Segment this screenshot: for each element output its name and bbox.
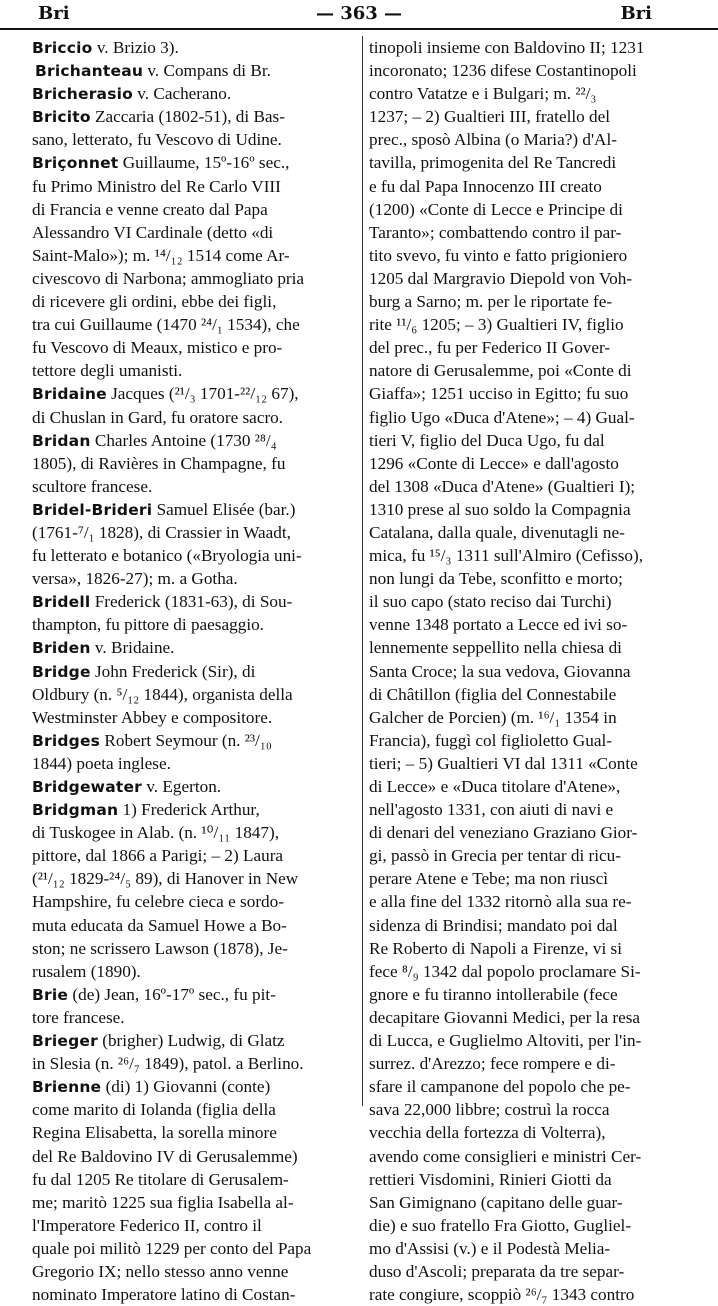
entry-line	[32, 544, 360, 567]
header-right-guide-word: Bri	[620, 3, 652, 24]
entry-text: ston; ne scrissero Lawson (1878), Je-	[32, 938, 288, 958]
entry-line: tavilla, primogenita del Re Tancredi	[369, 153, 617, 173]
entry-line	[32, 1006, 360, 1029]
headword: Bridell	[32, 593, 91, 612]
entry-line	[32, 798, 360, 821]
entry-text: tra cui Guillaume (1470 ²⁴/₁ 1534), che	[32, 315, 300, 335]
entry-line: Francia), fuggì col figlioletto Gual-	[369, 730, 612, 750]
entry-line	[32, 36, 360, 59]
dictionary-entry	[32, 1075, 360, 1306]
entry-line	[32, 867, 360, 890]
entry-line	[32, 1168, 360, 1191]
entry-text: fu Vescovo di Meaux, mistico e pro-	[32, 338, 283, 358]
entry-line	[32, 590, 360, 613]
entry-text: civescovo di Narbona; ammogliato pria	[32, 268, 305, 288]
entry-line: 1310 prese al suo soldo la Compagnia	[369, 499, 631, 519]
dictionary-entry	[32, 1029, 360, 1075]
entry-text: v. Cacherano.	[133, 84, 232, 104]
entry-line: 1237; – 2) Gualtieri III, fratello del	[369, 107, 611, 127]
headword: Brie	[32, 985, 69, 1004]
entry-line: incoronato; 1236 difese Costantinopoli	[369, 61, 637, 81]
entry-text: Robert Seymour (n. ²³/₁₀	[100, 730, 272, 750]
headword: Bridaine	[32, 385, 107, 404]
entry-line: 1296 «Conte di Lecce» e dall'agosto	[369, 453, 619, 473]
entry-line: e alla fine del 1332 ritornò alla sua re-	[369, 892, 632, 912]
entry-text: di ricevere gli ordini, ebbe dei figli,	[32, 292, 277, 312]
entry-line	[32, 1145, 360, 1168]
column-divider	[362, 36, 363, 1106]
dictionary-entry	[32, 36, 360, 59]
entry-text: (²¹/₁₂ 1829-²⁴/₅ 89), di Hanover in New	[32, 869, 299, 889]
entry-line	[32, 729, 360, 752]
entry-line	[32, 937, 360, 960]
header-left-guide-word: Bri	[38, 3, 70, 24]
dictionary-entry	[32, 59, 360, 82]
page-header	[0, 0, 718, 30]
headword: Bridgman	[32, 801, 119, 820]
entry-line	[32, 960, 360, 983]
entry-line: mica, fu ¹⁵/₃ 1311 sull'Almiro (Cefisso),	[369, 546, 644, 566]
entry-line	[32, 567, 360, 590]
entry-line: San Gimignano (capitano delle guar-	[369, 1192, 623, 1212]
entry-line	[32, 636, 360, 659]
entry-text: scultore francese.	[32, 476, 153, 496]
entry-line: surrez. d'Arezzo; fece rompere e di-	[369, 1054, 616, 1074]
entry-line	[32, 244, 360, 267]
dictionary-entry	[32, 82, 360, 105]
entry-text: Charles Antoine (1730 ²⁸/₄	[90, 430, 277, 450]
entry-text: Westminster Abbey e compositore.	[32, 707, 273, 727]
entry-line	[32, 660, 360, 683]
entry-line: venne 1348 portato a Lecce ed ivi so-	[369, 615, 628, 635]
headword: Bridgewater	[32, 778, 143, 796]
entry-line	[32, 890, 360, 913]
entry-line	[32, 151, 360, 174]
entry-line	[32, 498, 360, 521]
entry-line: decapitare Giovanni Medici, per la resa	[369, 1007, 641, 1027]
entry-text: (de) Jean, 16º-17º sec., fu pit-	[68, 984, 276, 1004]
entry-text: Alessandro VI Cardinale (detto «di	[32, 222, 274, 242]
entry-text: Hampshire, fu celebre cieca e sordo-	[32, 892, 284, 912]
entry-text: rusalem (1890).	[32, 961, 141, 981]
entry-text: tettore degli umanisti.	[32, 361, 183, 381]
entry-line: sfare il campanone del popolo che pe-	[369, 1077, 631, 1097]
entry-line: nell'agosto 1331, con aiuti di navi e	[369, 800, 614, 820]
entry-line: il suo capo (stato reciso dai Turchi)	[369, 592, 612, 612]
entry-text: 1) Frederick Arthur,	[118, 800, 260, 820]
left-column	[32, 36, 360, 1306]
entry-line	[32, 752, 360, 775]
entry-line	[32, 313, 360, 336]
headword: Brieger	[32, 1032, 98, 1051]
entry-line	[32, 198, 360, 221]
entry-line	[32, 1029, 360, 1052]
entry-text: fu letterato e botanico («Bryologia uni-	[32, 546, 302, 566]
entry-line	[32, 336, 360, 359]
entry-text: thampton, fu pittore di paesaggio.	[32, 615, 264, 635]
entry-line	[32, 105, 360, 128]
entry-line: Santa Croce; la sua vedova, Giovanna	[369, 661, 631, 681]
entry-text: di Chuslan in Gard, fu oratore sacro.	[32, 407, 284, 427]
dictionary-entry	[32, 429, 360, 498]
entry-line: fece ⁸/₉ 1342 dal popolo proclamare Si-	[369, 961, 641, 981]
entry-line: del 1308 «Duca d'Atene» (Gualtieri I);	[369, 476, 636, 496]
entry-text: (brigher) Ludwig, di Glatz	[97, 1031, 285, 1051]
entry-line: rettieri Visdomini, Rinieri Giotti da	[369, 1169, 612, 1189]
dictionary-entry	[32, 798, 360, 983]
entry-text: muta educata da Samuel Howe a Bo-	[32, 915, 287, 935]
entry-line	[32, 475, 360, 498]
dictionary-entry	[32, 636, 360, 659]
entry-line	[32, 775, 360, 798]
entry-line: die) e suo fratello Fra Giotto, Gugliel-	[369, 1215, 632, 1235]
entry-line	[32, 382, 360, 405]
headword: Bridges	[32, 731, 101, 750]
entry-line	[32, 429, 360, 452]
entry-text: 1844) poeta inglese.	[32, 753, 171, 773]
entry-line: Taranto»; combattendo contro il par-	[369, 222, 622, 242]
entry-line	[32, 1075, 360, 1098]
entry-text: me; maritò 1225 sua figlia Isabella al-	[32, 1192, 294, 1212]
entry-text: versa», 1826-27); m. a Gotha.	[32, 569, 238, 589]
entry-line: mo d'Assisi (v.) e il Podestà Melia-	[369, 1238, 611, 1258]
entry-text: 1805), di Ravières in Champagne, fu	[32, 453, 286, 473]
entry-line: sava 22,000 libbre; costruì la rocca	[369, 1100, 610, 1120]
entry-text: Zaccaria (1802-51), di Bas-	[90, 107, 285, 127]
entry-line: Catalana, dalla quale, divenutagli ne-	[369, 522, 625, 542]
headword: Bridel-Brideri	[32, 500, 153, 519]
entry-line: tinopoli insieme con Baldovino II; 1231	[369, 38, 645, 57]
entry-line	[32, 844, 360, 867]
entry-line: (1200) «Conte di Lecce e Principe di	[369, 199, 623, 219]
entry-line: rate congiure, scoppiò ²⁶/₇ 1343 contro	[369, 1285, 635, 1305]
entry-line: del prec., fu per Federico II Gover-	[369, 338, 611, 358]
dictionary-entry	[32, 729, 360, 775]
dictionary-entry	[32, 775, 360, 798]
entry-text: v. Bridaine.	[90, 638, 175, 658]
dictionary-entry	[32, 590, 360, 636]
headword: Bridan	[32, 431, 91, 450]
entry-line: perare Atene e Tebe; ma non riuscì	[369, 869, 609, 889]
entry-line	[32, 59, 360, 82]
page-number: — 363 —	[315, 3, 403, 24]
entry-line: 1205 dal Margravio Diepold von Voh-	[369, 268, 633, 288]
entry-text: pittore, dal 1866 a Parigi; – 2) Laura	[32, 846, 284, 866]
entry-text: tore francese.	[32, 1007, 125, 1027]
entry-line	[32, 1260, 360, 1283]
headword: Bricherasio	[32, 85, 133, 104]
entry-line	[32, 914, 360, 937]
entry-line: burg a Sarno; m. per le riportate fe-	[369, 292, 613, 312]
entry-line	[32, 983, 360, 1006]
dictionary-entry	[32, 498, 360, 590]
entry-line	[32, 1052, 360, 1075]
entry-text: Frederick (1831-63), di Sou-	[90, 592, 293, 612]
entry-line	[32, 1191, 360, 1214]
entry-line: di Châtillon (figlia del Connestabile	[369, 684, 617, 704]
entry-line	[32, 359, 360, 382]
entry-line	[32, 1214, 360, 1237]
entry-line	[32, 82, 360, 105]
entry-line	[32, 128, 360, 151]
entry-line: Giaffa»; 1251 ucciso in Egitto; fu suo	[369, 384, 629, 404]
headword: Brichanteau	[35, 62, 144, 81]
dictionary-entry	[32, 382, 360, 428]
dictionary-entry	[32, 983, 360, 1029]
entry-line: prec., sposò Albina (o Maria?) d'Al-	[369, 130, 617, 150]
entry-text: del Re Baldovino IV di Gerusalemme)	[32, 1146, 298, 1166]
entry-line	[32, 683, 360, 706]
dictionary-entry	[32, 660, 360, 729]
dictionary-entry	[32, 105, 360, 151]
headword: Briccio	[32, 39, 93, 57]
entry-line: gnore e fu tiranno intollerabile (fece	[369, 984, 618, 1004]
entry-text: Samuel Elisée (bar.)	[152, 499, 296, 519]
headword: Briden	[32, 639, 91, 658]
entry-text: di Tuskogee in Alab. (n. ¹⁰/₁₁ 1847),	[32, 823, 279, 843]
entry-text: Saint-Malo»); m. ¹⁴/₁₂ 1514 come Ar-	[32, 245, 290, 265]
entry-text: l'Imperatore Federico II, contro il	[32, 1215, 262, 1235]
entry-text: in Slesia (n. ²⁶/₇ 1849), patol. a Berlino.	[32, 1054, 304, 1074]
entry-text: v. Compans di Br.	[143, 61, 271, 81]
entry-line: natore di Gerusalemme, poi «Conte di	[369, 361, 632, 381]
entry-line	[32, 613, 360, 636]
entry-text: (1761-⁷/₁ 1828), di Crassier in Waadt,	[32, 522, 291, 542]
entry-text: Jacques (²¹/₃ 1701-²²/₁₂ 67),	[106, 384, 299, 404]
entry-line: Re Roberto di Napoli a Firenze, vi si	[369, 938, 622, 958]
entry-line: tieri V, figlio del Duca Ugo, fu dal	[369, 430, 605, 450]
entry-line	[32, 175, 360, 198]
entry-text: sano, letterato, fu Vescovo di Udine.	[32, 130, 282, 150]
entry-text: quale poi militò 1229 per conto del Papa	[32, 1238, 312, 1258]
entry-line	[32, 521, 360, 544]
entry-text: fu Primo Ministro del Re Carlo VIII	[32, 176, 281, 196]
entry-line	[32, 267, 360, 290]
entry-line: contro Vatatze e i Bulgari; m. ²²/₃	[369, 84, 597, 104]
entry-line: tito svevo, fu vinto e fatto prigioniero	[369, 245, 628, 265]
entry-text: Oldbury (n. ⁵/₁₂ 1844), organista della	[32, 684, 293, 704]
entry-line	[32, 821, 360, 844]
entry-line	[32, 1237, 360, 1260]
entry-line: avendo come consiglieri e ministri Cer-	[369, 1146, 642, 1166]
entry-line	[32, 706, 360, 729]
entry-line: figlio Ugo «Duca d'Atene»; – 4) Gual-	[369, 407, 635, 427]
entry-text: (di) 1) Giovanni (conte)	[101, 1077, 271, 1097]
entry-line: lennemente seppellito nella chiesa di	[369, 638, 622, 658]
entry-line: duso d'Ascoli; preparata da tre separ-	[369, 1261, 625, 1281]
entry-line: e fu dal Papa Innocenzo III creato	[369, 176, 602, 196]
entry-text: come marito di Iolanda (figlia della	[32, 1100, 276, 1120]
entry-line	[32, 1283, 360, 1306]
entry-line: di Lucca, e Guglielmo Altoviti, per l'in-	[369, 1031, 642, 1051]
entry-text: Gregorio IX; nello stesso anno venne	[32, 1261, 289, 1281]
entry-line: vecchia della fortezza di Volterra),	[369, 1123, 606, 1143]
headword: Bridge	[32, 662, 91, 681]
entry-text: Regina Elisabetta, la sorella minore	[32, 1123, 277, 1143]
entry-line: Galcher de Porcien) (m. ¹⁶/₁ 1354 in	[369, 707, 617, 727]
entry-line: di Lecce» e «Duca titolare d'Atene»,	[369, 777, 621, 796]
headword: Briçonnet	[32, 154, 119, 173]
entry-text: Guillaume, 15º-16º sec.,	[118, 153, 290, 173]
entry-text: fu dal 1205 Re titolare di Gerusalem-	[32, 1169, 289, 1189]
entry-text: di Francia e venne creato dal Papa	[32, 199, 268, 219]
entry-line: tieri; – 5) Gualtieri VI dal 1311 «Conte	[369, 753, 638, 773]
entry-line	[32, 221, 360, 244]
entry-line: sidenza di Brindisi; mandato poi dal	[369, 915, 618, 935]
entry-text: v. Brizio 3).	[92, 38, 179, 57]
entry-line	[32, 1098, 360, 1121]
headword: Brienne	[32, 1078, 102, 1097]
entry-text: nominato Imperatore latino di Costan-	[32, 1285, 296, 1305]
entry-line	[32, 290, 360, 313]
entry-line: rite ¹¹/₆ 1205; – 3) Gualtieri IV, figlio	[369, 315, 624, 335]
entry-text: John Frederick (Sir), di	[90, 661, 256, 681]
dictionary-entry	[32, 151, 360, 382]
entry-line	[32, 452, 360, 475]
entry-line: di denari del veneziano Graziano Gior-	[369, 823, 638, 843]
entry-line	[32, 406, 360, 429]
entry-line: gi, passò in Grecia per tentar di ricu-	[369, 846, 621, 866]
entry-line: non lungi da Tebe, sconfitto e morto;	[369, 569, 623, 589]
entry-text: v. Egerton.	[142, 777, 222, 796]
headword: Bricito	[32, 108, 91, 127]
right-column	[369, 36, 701, 1306]
